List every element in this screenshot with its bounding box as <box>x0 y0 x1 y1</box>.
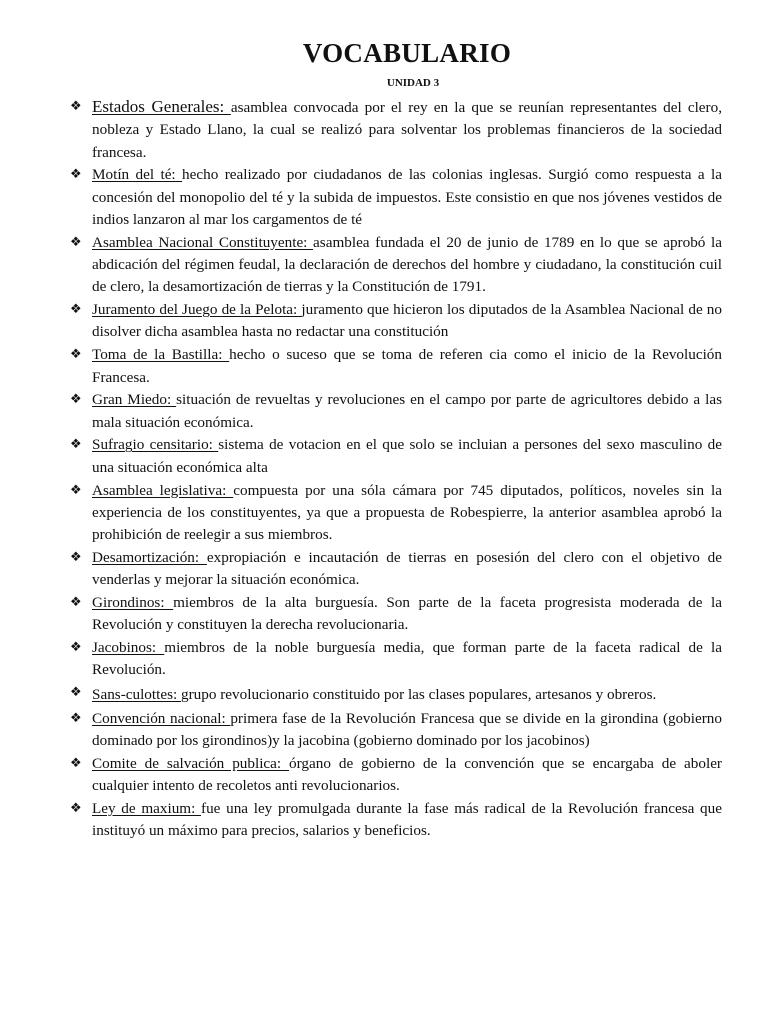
vocabulary-entry-sufragio-censitario <box>70 434 722 479</box>
vocabulary-term: Desamortización: <box>92 548 207 566</box>
vocabulary-definition: juramento que hicieron los diputados de la Asamblea Nacional de no disolver dicha asamblea hasta no redactar una constitución <box>92 301 722 341</box>
vocabulary-entry-desamortizacion <box>70 547 722 592</box>
vocabulary-entry-girondinos <box>70 592 722 637</box>
vocabulary-term: Girondinos: <box>92 594 174 612</box>
diamond-bullet-icon: ❖ <box>70 640 82 656</box>
vocabulary-term: Motín del té: <box>92 166 183 184</box>
vocabulary-entry-jacobinos <box>70 637 722 682</box>
vocabulary-term: Convención nacional: <box>92 709 231 727</box>
vocabulary-entry-comite-salvacion-publica <box>70 753 722 798</box>
diamond-bullet-icon: ❖ <box>70 99 82 114</box>
vocabulary-entry-toma-bastilla <box>70 344 722 389</box>
vocabulary-definition: miembros de la noble burguesía media, que forman parte de la faceta radical de la Revolución. <box>92 639 722 679</box>
vocabulary-definition: compuesta por una sóla cámara por 745 diputados, políticos, noveles sin la experiencia de los constituyentes, ya que a propuesta de Robespierre, la anterior asamblea aprobó la prohibición de reelegir a sus miembros. <box>92 481 722 544</box>
vocabulary-entry-estados-generales <box>70 96 722 164</box>
diamond-bullet-icon: ❖ <box>70 595 82 611</box>
vocabulary-entry-asamblea-nacional-constituyente <box>70 232 722 299</box>
vocabulary-entry-ley-de-maxium <box>70 798 722 843</box>
vocabulary-term: Estados Generales: <box>92 97 231 116</box>
diamond-bullet-icon: ❖ <box>70 800 82 816</box>
vocabulary-list <box>70 96 722 843</box>
diamond-bullet-icon: ❖ <box>70 392 82 408</box>
vocabulary-term: Gran Miedo: <box>92 391 177 409</box>
vocabulary-definition: asamblea fundada el 20 de junio de 1789 en lo que se aprobó la abdicación del régimen feudal, la declaración de derechos del hombre y ciudadano, la constitución cuil de clero, la desamortización de tierras y la Constitución de 1791. <box>92 233 722 296</box>
diamond-bullet-icon: ❖ <box>70 549 82 565</box>
vocabulary-definition: hecho o suceso que se toma de referen cia como el inicio de la Revolución Francesa. <box>92 346 722 386</box>
diamond-bullet-icon: ❖ <box>70 755 82 771</box>
diamond-bullet-icon: ❖ <box>70 234 82 250</box>
vocabulary-definition: expropiación e incautación de tierras en posesión del clero con el objetivo de venderlas y mejorar la situación económica. <box>92 548 722 589</box>
vocabulary-term: Asamblea Nacional Constituyente: <box>92 233 314 251</box>
vocabulary-term: Jacobinos: <box>92 639 165 657</box>
vocabulary-entry-gran-miedo <box>70 389 722 434</box>
diamond-bullet-icon: ❖ <box>70 710 82 726</box>
vocabulary-definition: primera fase de la Revolución Francesa que se divide en la girondina (gobierno dominado por los girondinos)y la jacobina (gobierno dominado por los jacobinos) <box>92 709 722 750</box>
vocabulary-term: Asamblea legislativa: <box>92 481 234 499</box>
vocabulary-definition: órgano de gobierno de la convención que se encargaba de aboler cualquier intento de recoletos anti revolucionarios. <box>92 754 722 795</box>
diamond-bullet-icon: ❖ <box>70 167 82 183</box>
diamond-bullet-icon: ❖ <box>70 302 82 318</box>
vocabulary-definition: asamblea convocada por el rey en la que se reunían representantes del clero, nobleza y Estado Llano, la cual se realizó para solventar los problemas financieros de la sociedad francesa. <box>92 99 722 161</box>
diamond-bullet-icon: ❖ <box>70 685 82 701</box>
vocabulary-term: Toma de la Bastilla: <box>92 346 230 364</box>
vocabulary-entry-convencion-nacional <box>70 708 722 753</box>
vocabulary-entry-motin-del-te <box>70 164 722 231</box>
diamond-bullet-icon: ❖ <box>70 437 82 453</box>
diamond-bullet-icon: ❖ <box>70 347 82 363</box>
vocabulary-definition: fue una ley promulgada durante la fase más radical de la Revolución francesa que instituyó un máximo para precios, salarios y beneficios. <box>92 799 722 840</box>
vocabulary-term: Sufragio censitario: <box>92 436 219 454</box>
vocabulary-definition: hecho realizado por ciudadanos de las colonias inglesas. Surgió como respuesta a la concesión del monopolio del té y la subida de impuestos. Este consistio en que nos jóvenes vestidos de indios lanzaron al mar los cargamentos de té <box>92 166 722 228</box>
vocabulary-term: Sans-culottes: <box>92 686 182 704</box>
vocabulary-definition: situación de revueltas y revoluciones en el campo por parte de agricultores debido a las mala situación económica. <box>92 391 722 431</box>
vocabulary-definition: grupo revolucionario constituido por las clases populares, artesanos y obreros. <box>181 686 657 704</box>
page-subtitle: UNIDAD 3 <box>386 77 440 89</box>
diamond-bullet-icon: ❖ <box>70 482 82 498</box>
vocabulary-definition: miembros de la alta burguesía. Son parte de la faceta progresista moderada de la Revolución y constituyen la derecha revolucionaria. <box>92 594 722 634</box>
vocabulary-entry-asamblea-legislativa <box>70 480 722 547</box>
vocabulary-entry-juramento-juego-pelota <box>70 299 722 344</box>
vocabulary-entry-sans-culottes <box>70 682 722 707</box>
vocabulary-term: Juramento del Juego de la Pelota: <box>92 301 302 319</box>
vocabulary-term: Comite de salvación publica: <box>92 754 290 772</box>
vocabulary-term: Ley de maxium: <box>92 799 202 817</box>
page-title: VOCABULARIO <box>302 38 512 68</box>
vocabulary-definition: sistema de votacion en el que solo se incluian a persones del sexo masculino de una situación económica alta <box>92 436 722 476</box>
